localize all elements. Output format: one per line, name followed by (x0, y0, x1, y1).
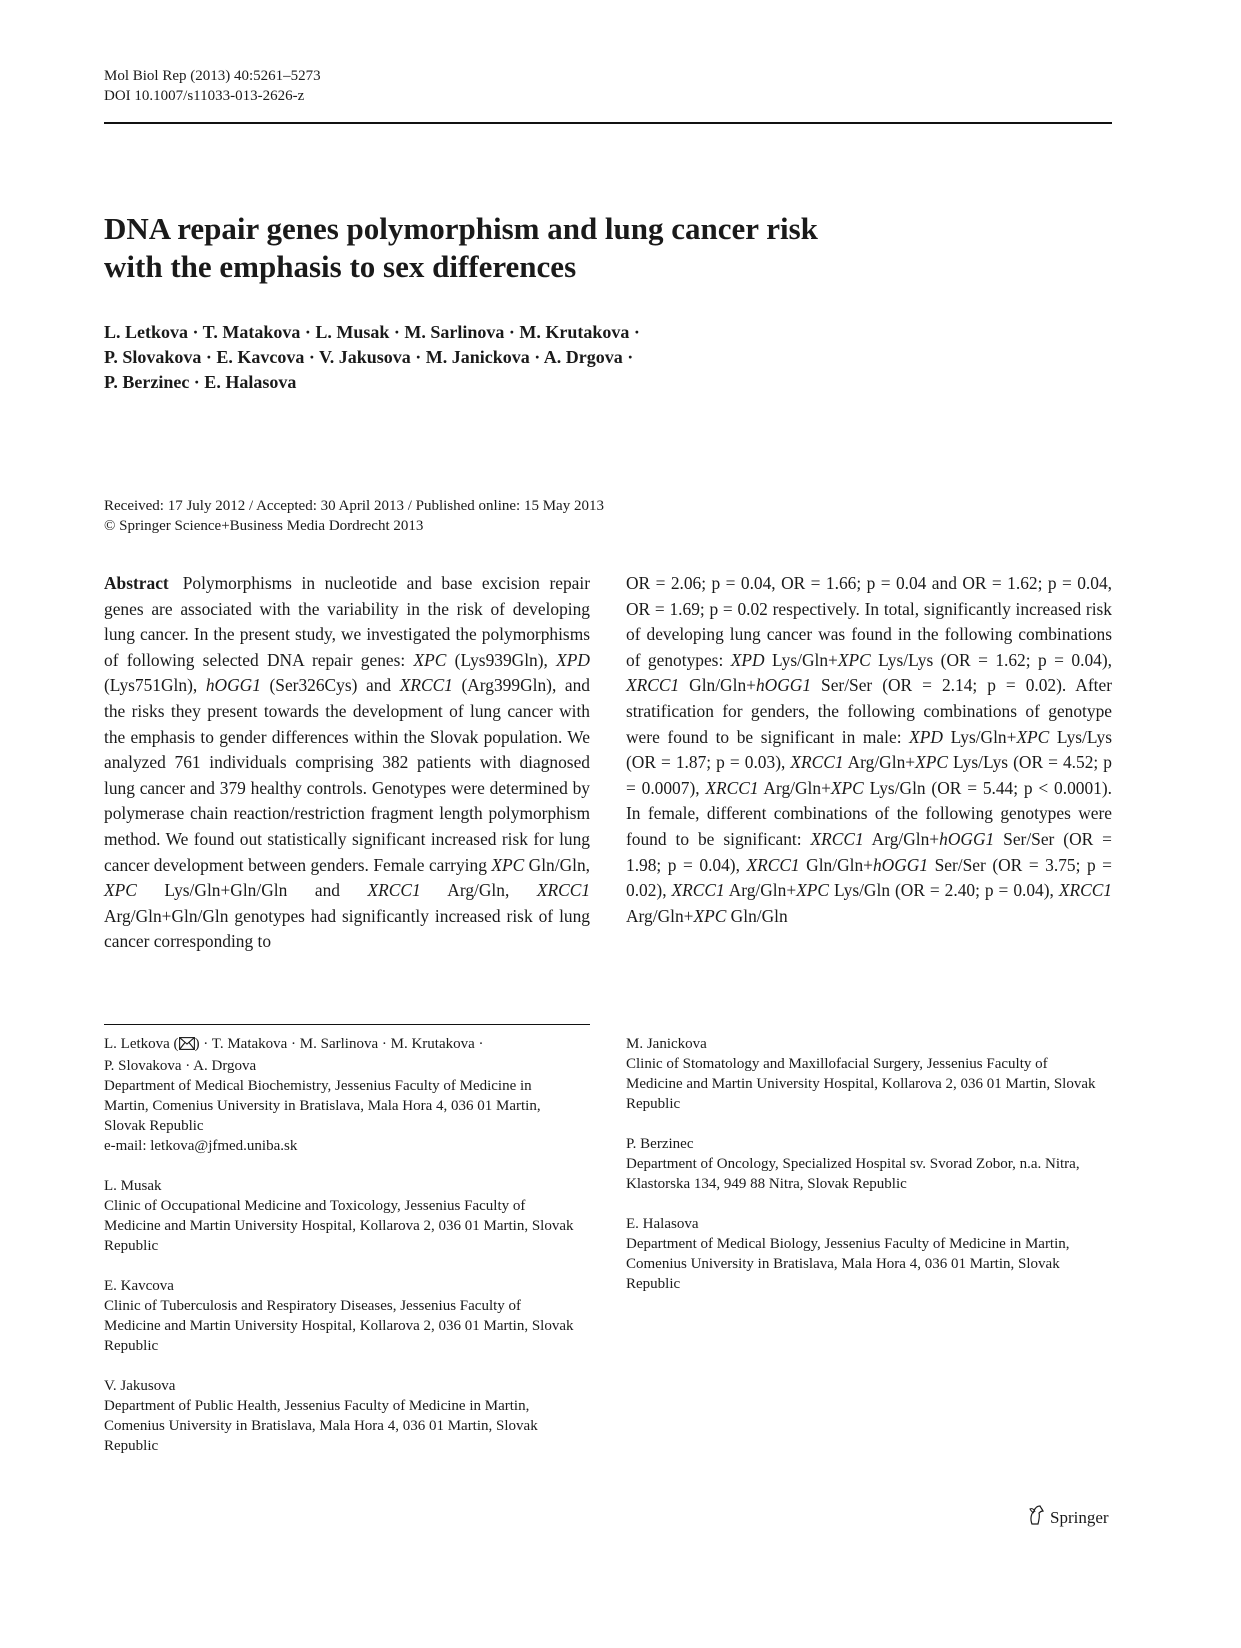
affiliation-block (626, 1134, 1096, 1194)
affiliation-name: P. Berzinec (626, 1136, 694, 1152)
authors-line-2: P. Slovakova · E. Kavcova · V. Jakusova · M. Janickova · A. Drgova · (104, 347, 634, 367)
affiliation-name: L. Musak (104, 1178, 162, 1194)
journal-citation: Mol Biol Rep (2013) 40:5261–5273 (104, 68, 321, 84)
affiliation-name: V. Jakusova (104, 1378, 176, 1394)
abstract-text-right: OR = 2.06; p = 0.04, OR = 1.66; p = 0.04 and OR = 1.62; p = 0.04, OR = 1.69; p = 0.02 respectively. In total, significantly increased risk of developing lung cancer was found in the following combinations of genotypes: XPD Lys/Gln+XPC Lys/Lys (OR = 1.62; p = 0.04), XRCC1 Gln/Gln+hOGG1 Ser/Ser (OR = 2.14; p = 0.02). After stratification for genders, the following combinations of genotype were found to be significant in male: XPD Lys/Gln+XPC Lys/Lys (OR = 1.87; p = 0.03), XRCC1 Arg/Gln+XPC Lys/Lys (OR = 4.52; p = 0.0007), XRCC1 Arg/Gln+XPC Lys/Gln (OR = 5.44; p < 0.0001). In female, different combinations of the following genotypes were found to be significant: XRCC1 Arg/Gln+hOGG1 Ser/Ser (OR = 1.98; p = 0.04), XRCC1 Gln/Gln+hOGG1 Ser/Ser (OR = 3.75; p = 0.02), XRCC1 Arg/Gln+XPC Lys/Gln (OR = 2.40; p = 0.04), XRCC1 Arg/Gln+XPC Gln/Gln (626, 573, 1113, 926)
envelope-icon[interactable] (179, 1036, 195, 1056)
affiliation-address: Clinic of Tuberculosis and Respiratory Diseases, Jessenius Faculty of Medicine and Martin University Hospital, Kollarova 2, 036 01 Martin, Slovak Republic (104, 1298, 574, 1354)
corresponding-email[interactable]: e-mail: letkova@jfmed.uniba.sk (104, 1138, 298, 1154)
affiliations-right (626, 1034, 1096, 1314)
springer-logo (1026, 1504, 1109, 1531)
springer-horse-icon (1026, 1504, 1046, 1531)
authors-line-3: P. Berzinec · E. Halasova (104, 372, 297, 392)
abstract-text-left: Abstract Polymorphisms in nucleotide and base excision repair genes are associated with the variability in the risk of developing lung cancer. In the present study, we investigated the polymorphisms of following selected DNA repair genes: XPC (Lys939Gln), XPD (Lys751Gln), hOGG1 (Ser326Cys) and XRCC1 (Arg399Gln), and the risks they present towards the development of lung cancer with the emphasis to gender differences within the Slovak population. We analyzed 761 individuals comprising 382 patients with diagnosed lung cancer and 379 healthy controls. Genotypes were determined by polymerase chain reaction/restriction fragment length polymorphism method. We found out statistically significant increased risk for lung cancer development between genders. Female carrying XPC Gln/Gln, XPC Lys/Gln+Gln/Gln and XRCC1 Arg/Gln, XRCC1 Arg/Gln+Gln/Gln genotypes had significantly increased risk of lung cancer corresponding to (104, 573, 591, 952)
affiliation-address: Department of Medical Biology, Jessenius Faculty of Medicine in Martin, Comenius University in Bratislava, Mala Hora 4, 036 01 Martin, Slovak Republic (626, 1236, 1070, 1292)
title-line-2: with the emphasis to sex differences (104, 249, 577, 284)
article-title (104, 210, 1004, 286)
affiliation-block (104, 1276, 574, 1356)
abstract-column-left (104, 571, 590, 955)
journal-doi: DOI 10.1007/s11033-013-2626-z (104, 88, 305, 104)
affiliation-name: E. Halasova (626, 1216, 699, 1232)
affiliation-address: Clinic of Stomatology and Maxillofacial Surgery, Jessenius Faculty of Medicine and Martin University Hospital, Kollarova 2, 036 01 Martin, Slovak Republic (626, 1056, 1096, 1112)
publication-history (104, 496, 604, 536)
affiliation-address: Department of Oncology, Specialized Hospital sv. Svorad Zobor, n.a. Nitra, Klastorska 134, 949 88 Nitra, Slovak Republic (626, 1156, 1080, 1192)
header-rule (104, 122, 1112, 124)
affiliation-address: Department of Public Health, Jessenius Faculty of Medicine in Martin, Comenius University in Bratislava, Mala Hora 4, 036 01 Martin, Slovak Republic (104, 1398, 538, 1454)
affiliation-names: L. Letkova ( ) · T. Matakova · M. Sarlinova · M. Krutakova · P. Slovakova · A. Drgova (104, 1036, 484, 1074)
author-list (104, 320, 924, 395)
affiliation-block (104, 1176, 574, 1256)
affiliation-rule (104, 1024, 590, 1025)
affiliation-name: E. Kavcova (104, 1278, 174, 1294)
affiliation-address: Department of Medical Biochemistry, Jessenius Faculty of Medicine in Martin, Comenius University in Bratislava, Mala Hora 4, 036 01 Martin, Slovak Republic (104, 1078, 541, 1134)
springer-wordmark: Springer (1050, 1507, 1109, 1527)
affiliations-left (104, 1034, 574, 1476)
affiliation-block (104, 1376, 574, 1456)
affiliation-block (626, 1034, 1096, 1114)
journal-header (104, 66, 321, 106)
copyright-notice: © Springer Science+Business Media Dordrecht 2013 (104, 518, 424, 534)
affiliation-name: M. Janickova (626, 1036, 707, 1052)
affiliation-block (104, 1034, 574, 1156)
history-dates: Received: 17 July 2012 / Accepted: 30 April 2013 / Published online: 15 May 2013 (104, 498, 604, 514)
abstract-heading: Abstract (104, 573, 169, 593)
title-line-1: DNA repair genes polymorphism and lung cancer risk (104, 211, 818, 246)
affiliation-block (626, 1214, 1096, 1294)
affiliation-address: Clinic of Occupational Medicine and Toxicology, Jessenius Faculty of Medicine and Martin University Hospital, Kollarova 2, 036 01 Martin, Slovak Republic (104, 1198, 574, 1254)
authors-line-1: L. Letkova · T. Matakova · L. Musak · M. Sarlinova · M. Krutakova · (104, 322, 640, 342)
abstract-column-right (626, 571, 1112, 929)
